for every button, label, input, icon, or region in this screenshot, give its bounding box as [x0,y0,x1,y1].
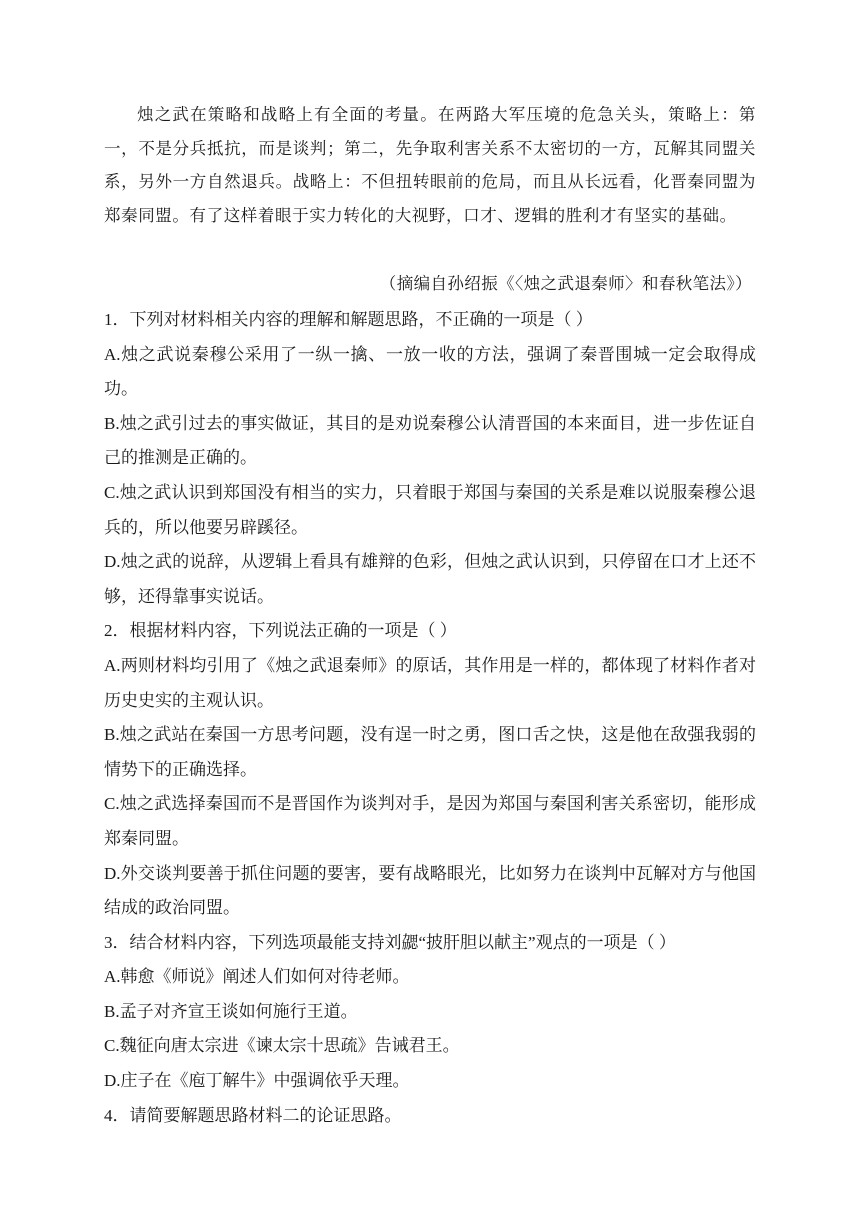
option-d: D.外交谈判要善于抓住问题的要害，要有战略眼光，比如努力在谈判中瓦解对方与他国结成的政治同盟。 [104,863,756,918]
question-stem: 2．根据材料内容，下列说法正确的一项是（ ） [104,621,457,641]
passage-paragraph: 烛之武在策略和战略上有全面的考量。在两路大军压境的危急关头，策略上：第一，不是分兵抵抗，而是谈判；第二，先争取利害关系不太密切的一方，瓦解其同盟关系，另外一方自然退兵。战略上：不但扭转眼前的危局，而且从长远看，化晋秦同盟为郑秦同盟。有了这样着眼于实力转化的大视野，口才、逻辑的胜利才有坚实的基础。 [104,105,756,225]
option-d: D.庄子在《庖丁解牛》中强调依乎天理。 [104,1071,410,1091]
question-block [104,1099,756,1134]
question-block [104,614,756,925]
option-b: B.烛之武引过去的事实做证，其目的是劝说秦穆公认清晋国的本来面目，进一步佐证自己的推测是正确的。 [104,413,756,468]
option-a: A.两则材料均引用了《烛之武退秦师》的原话，其作用是一样的，都体现了材料作者对历史史实的主观认识。 [104,655,756,710]
question-stem: 1．下列对材料相关内容的理解和解题思路，不正确的一项是（ ） [104,310,593,329]
option-a: A.烛之武说秦穆公采用了一纵一擒、一放一收的方法，强调了秦晋围城一定会取得成功。 [104,344,756,399]
option-b: B.烛之武站在秦国一方思考问题，没有逞一时之勇，图口舌之快，这是他在敌强我弱的情势下的正确选择。 [104,725,756,779]
option-a: A.韩愈《师说》阐述人们如何对待老师。 [104,967,410,987]
question-list [104,303,756,1133]
question-stem: 4．请简要解题思路材料二的论证思路。 [104,1105,402,1125]
option-b: B.孟子对齐宣王谈如何施行王道。 [104,1001,358,1021]
option-c: C.烛之武认识到郑国没有相当的实力，只着眼于郑国与秦国的关系是难以说服秦穆公退兵的，所以他要另辟蹊径。 [104,482,756,537]
option-c: C.魏征向唐太宗进《谏太宗十思疏》告诫君王。 [104,1036,460,1056]
source-citation: （摘编自孙绍振《〈烛之武退秦师〉和春秋笔法》） [379,274,752,293]
question-stem: 3．结合材料内容，下列选项最能支持刘勰“披肝胆以献主”观点的一项是（ ） [104,932,676,952]
option-c: C.烛之武选择秦国而不是晋国作为谈判对手，是因为郑国与秦国利害关系密切，能形成郑秦同盟。 [104,794,756,848]
question-block [104,303,756,614]
option-d: D.烛之武的说辞，从逻辑上看具有雄辩的色彩，但烛之武认识到，只停留在口才上还不够，还得靠事实说话。 [104,552,756,606]
question-block [104,926,756,1099]
